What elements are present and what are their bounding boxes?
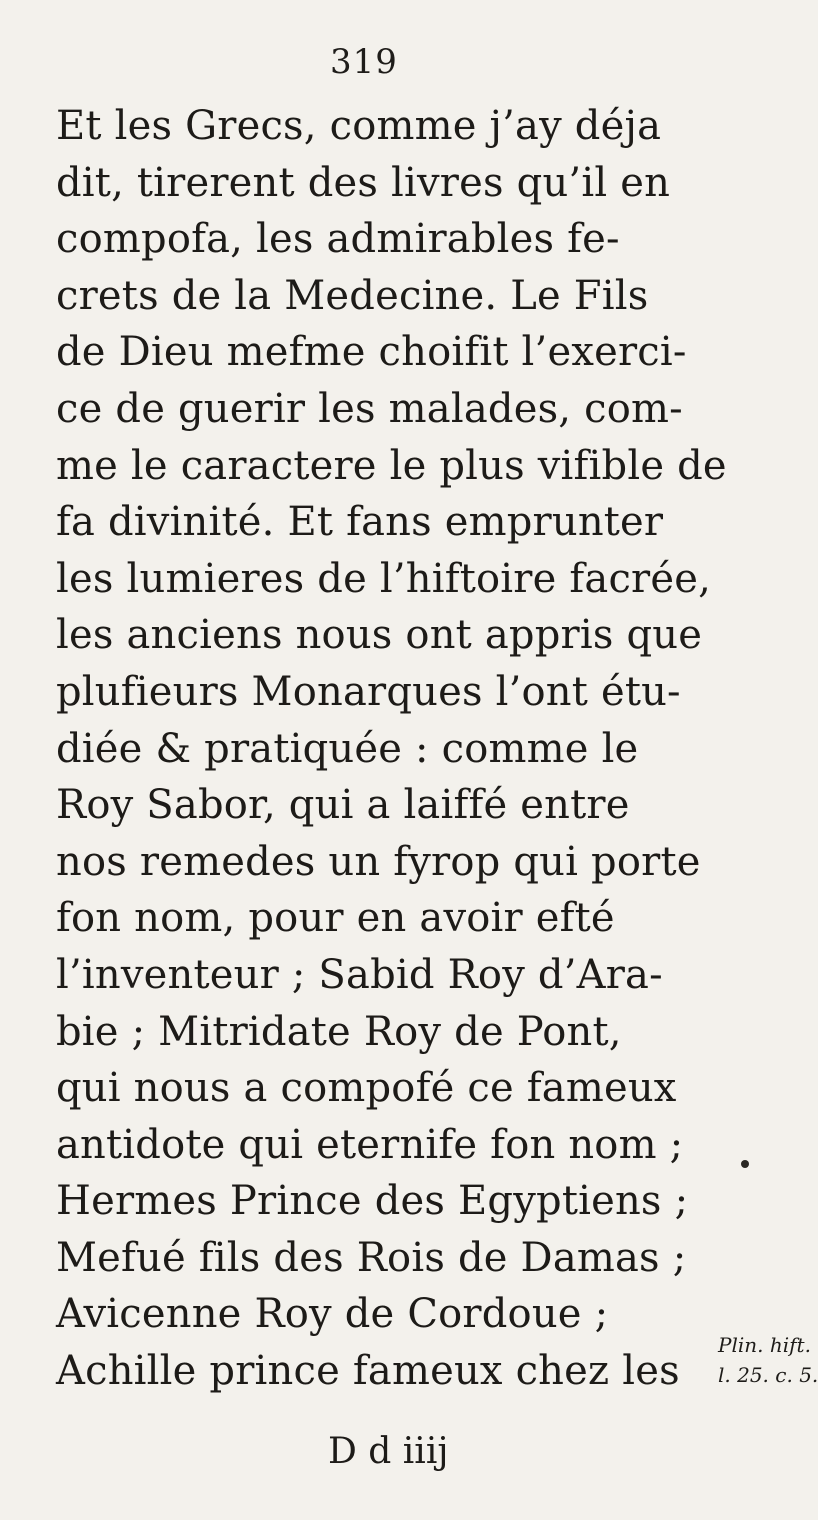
text-line: nos remedes un fyrop qui porte	[56, 838, 701, 885]
text-line: les anciens nous ont appris que	[56, 612, 703, 659]
text-line: diée & pratiquée : comme le	[56, 725, 639, 772]
text-line: l’inventeur ; Sabid Roy d’Ara-	[56, 951, 663, 998]
text-line: qui nous a compofé ce fameux	[56, 1065, 677, 1112]
text-line: ce de guerir les malades, com-	[56, 385, 683, 432]
text-line: de Dieu mefme choifit l’exerci-	[56, 329, 687, 376]
text-line: Achille prince fameux chez les	[56, 1348, 680, 1395]
text-line: Roy Sabor, qui a laiffé entre	[56, 782, 630, 829]
text-line: les lumieres de l’hiftoire facrée,	[56, 555, 712, 602]
text-line: Hermes Prince des Egyptiens ;	[56, 1178, 689, 1225]
main-text-block	[56, 98, 727, 1400]
text-line: antidote qui eternife fon nom ;	[56, 1121, 684, 1168]
text-line: dit, tirerent des livres qu’il en	[56, 159, 671, 206]
text-line: plufieurs Monarques l’ont étu-	[56, 668, 681, 715]
marginal-note	[718, 1330, 818, 1390]
marginal-note-line-1: Plin. hift.	[718, 1333, 811, 1357]
text-line: fa divinité. Et fans emprunter	[56, 499, 664, 546]
margin-dot-mark	[741, 1160, 749, 1168]
page-number: 319	[330, 42, 398, 82]
text-line: Avicenne Roy de Cordoue ;	[56, 1291, 609, 1338]
text-line: compofa, les admirables fe-	[56, 216, 620, 263]
text-line: bie ; Mitridate Roy de Pont,	[56, 1008, 622, 1055]
text-line: fon nom, pour en avoir efté	[56, 895, 615, 942]
text-line: crets de la Medecine. Le Fils	[56, 272, 649, 319]
text-line: Mefué fils des Rois de Damas ;	[56, 1234, 687, 1281]
marginal-note-line-2: l. 25. c. 5.	[718, 1363, 818, 1387]
text-line: Et les Grecs, comme j’ay déja	[56, 103, 662, 149]
text-line: me le caractere le plus vifible de	[56, 442, 727, 489]
signature-mark: D d iiij	[328, 1431, 449, 1472]
